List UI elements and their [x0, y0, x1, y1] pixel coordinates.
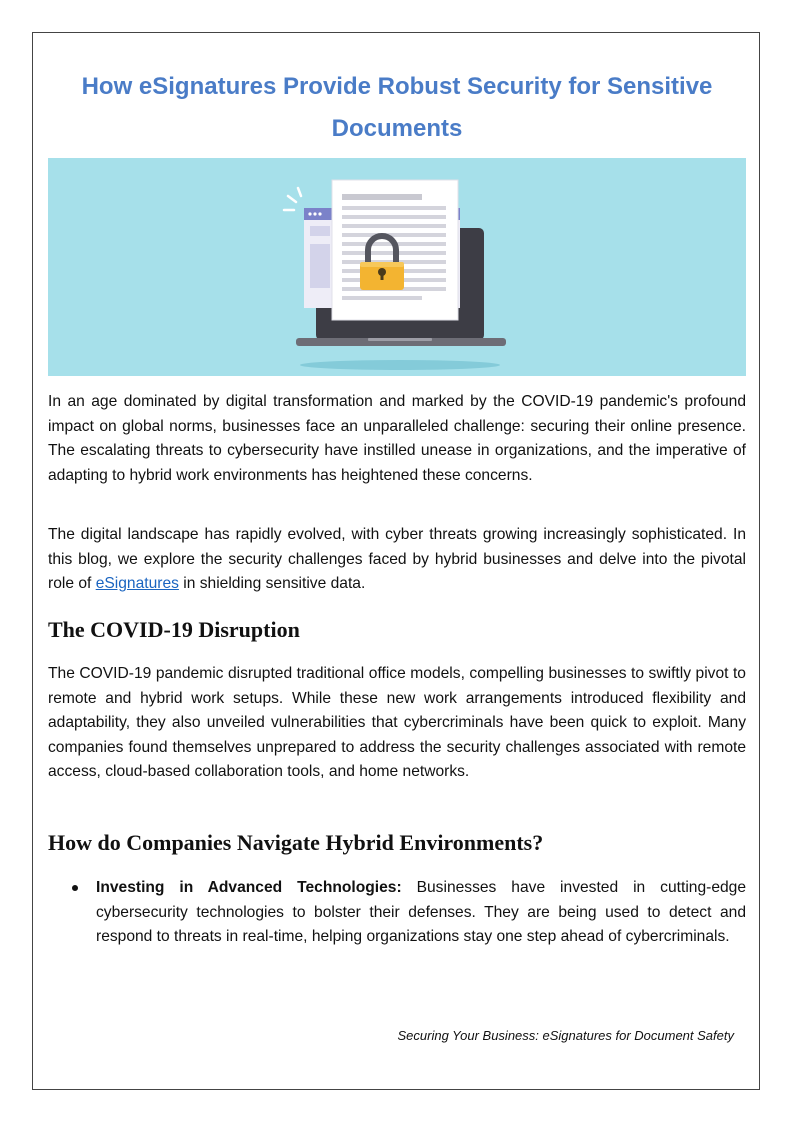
list-item-label: Investing in Advanced Technologies: — [96, 879, 402, 896]
section-heading-covid: The COVID-19 Disruption — [48, 617, 300, 642]
page-footer: Securing Your Business: eSignatures for Document Safety — [397, 1028, 734, 1043]
bullet-icon — [72, 885, 78, 891]
landscape-paragraph — [48, 523, 746, 597]
hero-illustration — [48, 158, 746, 376]
covid-paragraph: The COVID-19 pandemic disrupted traditional office models, compelling businesses to swiftly pivot to remote and hybrid work setups. While these new work arrangements introduced flexibility and adaptability, they also unveiled vulnerabilities that cybercriminals have been quick to exploit. Many companies found themselves unprepared to address the security challenges associated with remote access, cloud-based collaboration tools, and home networks. — [48, 665, 746, 780]
list-item — [48, 876, 746, 950]
paragraph-text-before-link: The digital landscape has rapidly evolved, with cyber threats growing increasingly sophisticated. In this blog, we explore the security challenges faced by hybrid businesses and delve into the pivotal role of — [48, 526, 746, 592]
intro-paragraph: In an age dominated by digital transformation and marked by the COVID-19 pandemic's profound impact on global norms, businesses face an unparalleled challenge: securing their online presence. The escalating threats to cybersecurity have instilled unease in organizations, and the imperative of adapting to hybrid work environments has heightened these concerns. — [48, 393, 746, 484]
list-item-text: Businesses have invested in cutting-edge cybersecurity technologies to bolster their defenses. They are being used to detect and respond to threats in real-time, helping organizations stay one step ahead of cybercriminals. — [96, 879, 747, 945]
hybrid-strategies-list — [48, 876, 746, 950]
section-heading-hybrid: How do Companies Navigate Hybrid Environments? — [48, 830, 544, 855]
page-title: How eSignatures Provide Robust Security for Sensitive Documents — [81, 73, 713, 142]
laptop-lock-illustration — [48, 158, 746, 376]
esignatures-link[interactable]: eSignatures — [95, 575, 179, 592]
paragraph-text-after-link: in shielding sensitive data. — [178, 575, 366, 592]
